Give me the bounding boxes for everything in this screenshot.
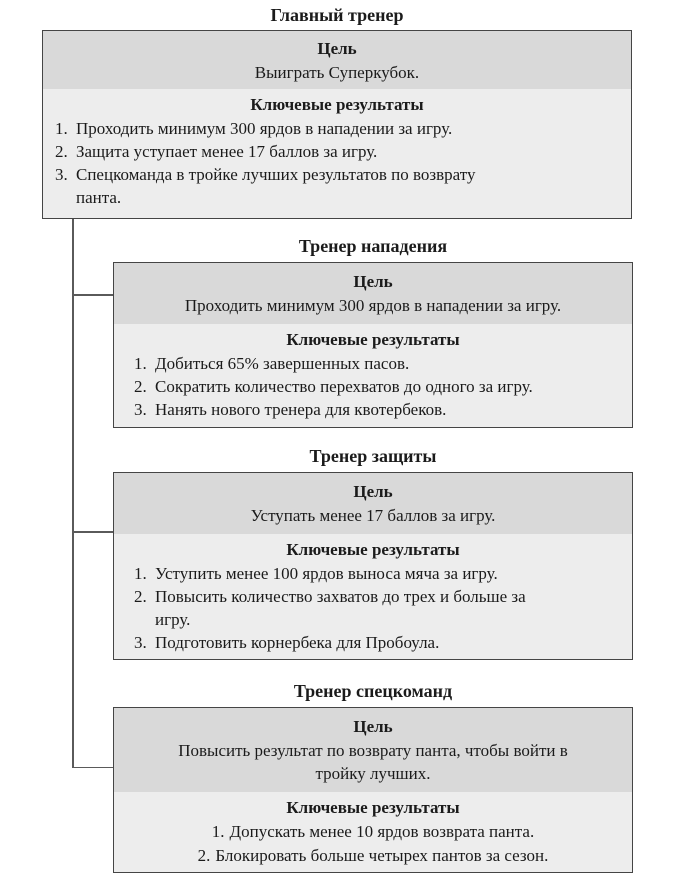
objective-text: Проходить минимум 300 ярдов в нападении за игру. [184, 296, 562, 315]
key-result-number: 2. [55, 142, 68, 161]
key-result-text: Добиться 65% завершенных пасов. [155, 354, 410, 373]
key-result-item [114, 631, 632, 654]
key-result-number: 1. [55, 119, 68, 138]
key-results-list [114, 820, 632, 868]
key-result-number: 3. [55, 165, 68, 184]
key-results-list [43, 117, 631, 209]
objective-label: Цель [353, 717, 393, 736]
key-result-text: Защита уступает менее 17 баллов за игру. [76, 142, 378, 161]
key-result-number: 3. [134, 633, 147, 652]
key-result-text: Повысить количество захватов до трех и больше за игру. [155, 587, 526, 629]
key-results-section [43, 89, 631, 218]
key-result-number: 2. [134, 377, 147, 396]
key-result-item [114, 398, 632, 421]
key-result-item [43, 117, 631, 140]
objective-label: Цель [353, 272, 393, 291]
key-result-number: 2. [134, 587, 147, 606]
key-results-list [114, 352, 632, 421]
okr-card-defense-coach [113, 472, 633, 660]
key-result-item [114, 352, 632, 375]
role-title-defense-coach: Тренер защиты [309, 446, 437, 466]
key-result-item [43, 163, 631, 209]
objective-section [114, 263, 632, 324]
key-results-label: Ключевые результаты [286, 330, 460, 349]
objective-section [43, 31, 631, 89]
objective-label: Цель [353, 482, 393, 501]
key-result-item [43, 140, 631, 163]
key-result-number: 1. [211, 822, 225, 841]
key-result-text: Уступить менее 100 ярдов выноса мяча за игру. [155, 564, 498, 583]
key-results-section [114, 792, 632, 872]
key-results-label: Ключевые результаты [286, 798, 460, 817]
objective-text: Уступать менее 17 баллов за игру. [250, 506, 496, 525]
role-title-offense-coach: Тренер нападения [298, 236, 448, 256]
okr-card-special-teams-coach [113, 707, 633, 873]
key-result-text: Блокировать больше четырех пантов за сезон. [215, 846, 549, 865]
connector-branch-offense [72, 294, 113, 296]
objective-text: Выиграть Суперкубок. [254, 62, 420, 82]
key-result-text: Допускать менее 10 ярдов возврата панта. [229, 822, 535, 841]
key-result-item [114, 844, 632, 868]
objective-text: Повысить результат по возврату панта, чтобы войти в тройку лучших. [178, 741, 568, 783]
key-result-number: 1. [134, 354, 147, 373]
key-result-text: Спецкоманда в тройке лучших результатов по возврату панта. [76, 165, 476, 207]
key-results-label: Ключевые результаты [250, 95, 424, 114]
key-results-list [114, 562, 632, 654]
key-result-item [114, 585, 632, 631]
key-result-text: Подготовить корнербека для Пробоула. [155, 633, 440, 652]
okr-card-head-coach [42, 30, 632, 219]
key-result-number: 2. [197, 846, 211, 865]
key-result-number: 3. [134, 400, 147, 419]
key-results-label: Ключевые результаты [286, 540, 460, 559]
key-result-item [114, 562, 632, 585]
key-result-text: Нанять нового тренера для квотербеков. [155, 400, 447, 419]
key-results-section [114, 324, 632, 427]
objective-label: Цель [317, 38, 357, 58]
role-title-head-coach: Главный тренер [270, 5, 404, 25]
objective-section [114, 473, 632, 534]
key-results-section [114, 534, 632, 659]
key-result-number: 1. [134, 564, 147, 583]
connector-branch-special-teams [72, 767, 113, 769]
connector-trunk-line [72, 218, 74, 768]
okr-card-offense-coach [113, 262, 633, 428]
key-result-text: Сократить количество перехватов до одного за игру. [155, 377, 533, 396]
role-title-special-teams-coach: Тренер спецкоманд [293, 681, 453, 701]
objective-section [114, 708, 632, 792]
key-result-item [114, 375, 632, 398]
key-result-text: Проходить минимум 300 ярдов в нападении за игру. [76, 119, 453, 138]
connector-branch-defense [72, 531, 113, 533]
key-result-item [114, 820, 632, 844]
